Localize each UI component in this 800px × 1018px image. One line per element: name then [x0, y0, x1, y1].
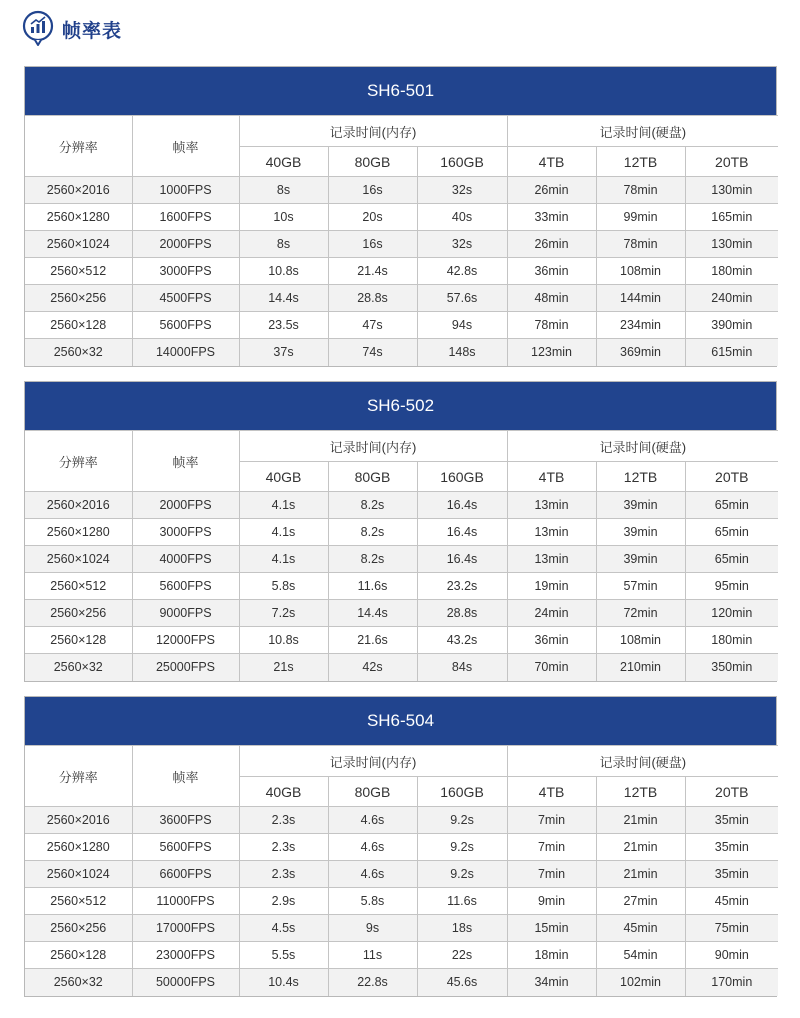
table-row [25, 546, 778, 573]
table-cell: 180min [685, 627, 778, 654]
disk-size-header: 20TB [685, 777, 778, 807]
table-cell: 26min [507, 231, 596, 258]
disk-size-header: 4TB [507, 462, 596, 492]
table-row [25, 942, 778, 969]
table-cell: 13min [507, 546, 596, 573]
table-cell: 65min [685, 546, 778, 573]
table-row [25, 888, 778, 915]
table-row [25, 807, 778, 834]
disk-size-header: 20TB [685, 147, 778, 177]
table-cell: 18s [417, 915, 507, 942]
model-title: SH6-504 [25, 697, 776, 745]
table-cell: 23000FPS [132, 942, 239, 969]
table-cell: 84s [417, 654, 507, 681]
table-cell: 3000FPS [132, 258, 239, 285]
frame-rate-table [25, 745, 778, 996]
table-cell: 2.3s [239, 807, 328, 834]
table-cell: 10.8s [239, 258, 328, 285]
table-cell: 210min [596, 654, 685, 681]
table-cell: 21min [596, 807, 685, 834]
table-cell: 165min [685, 204, 778, 231]
page-title: 帧率表 [62, 19, 123, 42]
table-cell: 8s [239, 231, 328, 258]
table-cell: 40s [417, 204, 507, 231]
table-cell: 2560×2016 [25, 492, 132, 519]
table-cell: 4.1s [239, 492, 328, 519]
table-cell: 2560×2016 [25, 177, 132, 204]
table-cell: 615min [685, 339, 778, 366]
table-cell: 14000FPS [132, 339, 239, 366]
table-cell: 23.5s [239, 312, 328, 339]
table-cell: 16s [328, 177, 417, 204]
table-cell: 10s [239, 204, 328, 231]
table-cell: 4.5s [239, 915, 328, 942]
table-cell: 4500FPS [132, 285, 239, 312]
table-cell: 102min [596, 969, 685, 996]
table-cell: 108min [596, 258, 685, 285]
table-row [25, 492, 778, 519]
table-cell: 35min [685, 807, 778, 834]
table-cell: 10.8s [239, 627, 328, 654]
table-cell: 26min [507, 177, 596, 204]
table-cell: 18min [507, 942, 596, 969]
table-cell: 32s [417, 177, 507, 204]
table-row [25, 573, 778, 600]
disk-size-header: 12TB [596, 462, 685, 492]
table-cell: 13min [507, 492, 596, 519]
table-cell: 22.8s [328, 969, 417, 996]
table-cell: 37s [239, 339, 328, 366]
table-row [25, 834, 778, 861]
frame-rate-table [25, 430, 778, 681]
table-cell: 74s [328, 339, 417, 366]
frame-rate-header: 帧率 [132, 431, 239, 492]
table-cell: 32s [417, 231, 507, 258]
frame-rate-table [25, 115, 778, 366]
table-cell: 120min [685, 600, 778, 627]
table-cell: 3600FPS [132, 807, 239, 834]
table-cell: 240min [685, 285, 778, 312]
table-cell: 2560×32 [25, 654, 132, 681]
memory-size-header: 40GB [239, 777, 328, 807]
memory-size-header: 160GB [417, 462, 507, 492]
table-row [25, 204, 778, 231]
record-disk-header: 记录时间(硬盘) [507, 431, 778, 462]
table-cell: 2560×2016 [25, 807, 132, 834]
table-cell: 5.5s [239, 942, 328, 969]
table-cell: 11000FPS [132, 888, 239, 915]
table-cell: 21s [239, 654, 328, 681]
table-cell: 4000FPS [132, 546, 239, 573]
model-title: SH6-502 [25, 382, 776, 430]
table-cell: 2560×1024 [25, 231, 132, 258]
table-cell: 17000FPS [132, 915, 239, 942]
disk-size-header: 4TB [507, 147, 596, 177]
table-cell: 2560×512 [25, 258, 132, 285]
table-cell: 4.6s [328, 834, 417, 861]
memory-size-header: 80GB [328, 462, 417, 492]
table-cell: 21.4s [328, 258, 417, 285]
table-cell: 2560×1024 [25, 861, 132, 888]
table-cell: 28.8s [328, 285, 417, 312]
table-cell: 2560×128 [25, 312, 132, 339]
table-cell: 16.4s [417, 546, 507, 573]
table-row [25, 861, 778, 888]
table-cell: 16s [328, 231, 417, 258]
table-cell: 2.3s [239, 861, 328, 888]
table-cell: 13min [507, 519, 596, 546]
table-cell: 48min [507, 285, 596, 312]
table-cell: 4.1s [239, 546, 328, 573]
table-cell: 65min [685, 492, 778, 519]
table-cell: 7.2s [239, 600, 328, 627]
table-row [25, 519, 778, 546]
table-cell: 2560×1280 [25, 204, 132, 231]
table-row [25, 627, 778, 654]
table-cell: 78min [507, 312, 596, 339]
table-cell: 70min [507, 654, 596, 681]
table-cell: 108min [596, 627, 685, 654]
table-cell: 47s [328, 312, 417, 339]
table-cell: 4.6s [328, 861, 417, 888]
table-cell: 144min [596, 285, 685, 312]
table-cell: 43.2s [417, 627, 507, 654]
table-cell: 234min [596, 312, 685, 339]
table-cell: 45.6s [417, 969, 507, 996]
memory-size-header: 40GB [239, 462, 328, 492]
table-row [25, 177, 778, 204]
table-cell: 9.2s [417, 834, 507, 861]
table-cell: 12000FPS [132, 627, 239, 654]
record-disk-header: 记录时间(硬盘) [507, 116, 778, 147]
table-cell: 36min [507, 627, 596, 654]
table-cell: 350min [685, 654, 778, 681]
table-cell: 14.4s [239, 285, 328, 312]
table-cell: 28.8s [417, 600, 507, 627]
table-cell: 6600FPS [132, 861, 239, 888]
table-cell: 19min [507, 573, 596, 600]
frame-rate-table-sh6-501 [24, 66, 777, 367]
table-cell: 2560×512 [25, 573, 132, 600]
resolution-header: 分辨率 [25, 431, 132, 492]
table-cell: 2560×32 [25, 969, 132, 996]
memory-size-header: 160GB [417, 777, 507, 807]
table-cell: 16.4s [417, 492, 507, 519]
record-memory-header: 记录时间(内存) [239, 431, 507, 462]
table-cell: 39min [596, 519, 685, 546]
table-cell: 130min [685, 231, 778, 258]
table-cell: 9000FPS [132, 600, 239, 627]
memory-size-header: 40GB [239, 147, 328, 177]
table-cell: 20s [328, 204, 417, 231]
table-cell: 390min [685, 312, 778, 339]
table-cell: 7min [507, 807, 596, 834]
page-header [22, 10, 122, 48]
resolution-header: 分辨率 [25, 116, 132, 177]
table-cell: 2560×128 [25, 942, 132, 969]
table-cell: 78min [596, 231, 685, 258]
table-cell: 35min [685, 861, 778, 888]
table-cell: 11.6s [417, 888, 507, 915]
table-cell: 57.6s [417, 285, 507, 312]
record-disk-header: 记录时间(硬盘) [507, 746, 778, 777]
table-cell: 2560×32 [25, 339, 132, 366]
table-cell: 2.9s [239, 888, 328, 915]
table-cell: 123min [507, 339, 596, 366]
disk-size-header: 20TB [685, 462, 778, 492]
record-memory-header: 记录时间(内存) [239, 116, 507, 147]
table-cell: 4.6s [328, 807, 417, 834]
table-cell: 1000FPS [132, 177, 239, 204]
table-cell: 99min [596, 204, 685, 231]
table-cell: 33min [507, 204, 596, 231]
table-cell: 9min [507, 888, 596, 915]
table-cell: 57min [596, 573, 685, 600]
table-cell: 25000FPS [132, 654, 239, 681]
table-cell: 5600FPS [132, 312, 239, 339]
chart-badge-icon [22, 10, 54, 48]
table-cell: 2560×256 [25, 915, 132, 942]
table-cell: 180min [685, 258, 778, 285]
resolution-header: 分辨率 [25, 746, 132, 807]
table-cell: 7min [507, 861, 596, 888]
table-cell: 23.2s [417, 573, 507, 600]
table-cell: 65min [685, 519, 778, 546]
table-cell: 8.2s [328, 546, 417, 573]
table-cell: 45min [596, 915, 685, 942]
table-cell: 16.4s [417, 519, 507, 546]
table-cell: 21min [596, 834, 685, 861]
table-cell: 130min [685, 177, 778, 204]
table-cell: 7min [507, 834, 596, 861]
table-cell: 34min [507, 969, 596, 996]
table-cell: 35min [685, 834, 778, 861]
table-cell: 5600FPS [132, 834, 239, 861]
table-cell: 14.4s [328, 600, 417, 627]
disk-size-header: 12TB [596, 777, 685, 807]
table-cell: 72min [596, 600, 685, 627]
table-cell: 36min [507, 258, 596, 285]
frame-rate-table-sh6-502 [24, 381, 777, 682]
table-cell: 2560×1280 [25, 834, 132, 861]
table-cell: 42s [328, 654, 417, 681]
table-cell: 90min [685, 942, 778, 969]
table-cell: 22s [417, 942, 507, 969]
table-cell: 369min [596, 339, 685, 366]
table-row [25, 654, 778, 681]
table-cell: 8.2s [328, 519, 417, 546]
disk-size-header: 4TB [507, 777, 596, 807]
table-cell: 2.3s [239, 834, 328, 861]
table-cell: 10.4s [239, 969, 328, 996]
disk-size-header: 12TB [596, 147, 685, 177]
table-cell: 5.8s [239, 573, 328, 600]
memory-size-header: 80GB [328, 147, 417, 177]
table-cell: 2560×128 [25, 627, 132, 654]
table-cell: 9s [328, 915, 417, 942]
table-row [25, 969, 778, 996]
table-row [25, 339, 778, 366]
table-cell: 3000FPS [132, 519, 239, 546]
table-cell: 39min [596, 492, 685, 519]
table-cell: 11s [328, 942, 417, 969]
table-row [25, 600, 778, 627]
memory-size-header: 80GB [328, 777, 417, 807]
table-cell: 2000FPS [132, 492, 239, 519]
table-cell: 24min [507, 600, 596, 627]
table-cell: 2560×512 [25, 888, 132, 915]
table-cell: 15min [507, 915, 596, 942]
table-row [25, 285, 778, 312]
table-cell: 11.6s [328, 573, 417, 600]
table-cell: 54min [596, 942, 685, 969]
table-row [25, 258, 778, 285]
table-cell: 2560×256 [25, 285, 132, 312]
memory-size-header: 160GB [417, 147, 507, 177]
table-cell: 94s [417, 312, 507, 339]
table-cell: 27min [596, 888, 685, 915]
table-row [25, 312, 778, 339]
record-memory-header: 记录时间(内存) [239, 746, 507, 777]
table-cell: 1600FPS [132, 204, 239, 231]
table-cell: 78min [596, 177, 685, 204]
table-cell: 8s [239, 177, 328, 204]
table-cell: 8.2s [328, 492, 417, 519]
table-cell: 4.1s [239, 519, 328, 546]
table-cell: 148s [417, 339, 507, 366]
frame-rate-header: 帧率 [132, 116, 239, 177]
table-cell: 95min [685, 573, 778, 600]
table-cell: 9.2s [417, 861, 507, 888]
table-cell: 2560×1024 [25, 546, 132, 573]
frame-rate-table-sh6-504 [24, 696, 777, 997]
table-cell: 75min [685, 915, 778, 942]
table-cell: 170min [685, 969, 778, 996]
table-cell: 39min [596, 546, 685, 573]
table-cell: 21.6s [328, 627, 417, 654]
table-cell: 9.2s [417, 807, 507, 834]
table-row [25, 231, 778, 258]
table-row [25, 915, 778, 942]
table-cell: 50000FPS [132, 969, 239, 996]
table-cell: 2560×1280 [25, 519, 132, 546]
model-title: SH6-501 [25, 67, 776, 115]
table-cell: 2000FPS [132, 231, 239, 258]
table-cell: 5600FPS [132, 573, 239, 600]
table-cell: 21min [596, 861, 685, 888]
table-cell: 5.8s [328, 888, 417, 915]
table-cell: 2560×256 [25, 600, 132, 627]
table-cell: 42.8s [417, 258, 507, 285]
table-cell: 45min [685, 888, 778, 915]
frame-rate-header: 帧率 [132, 746, 239, 807]
